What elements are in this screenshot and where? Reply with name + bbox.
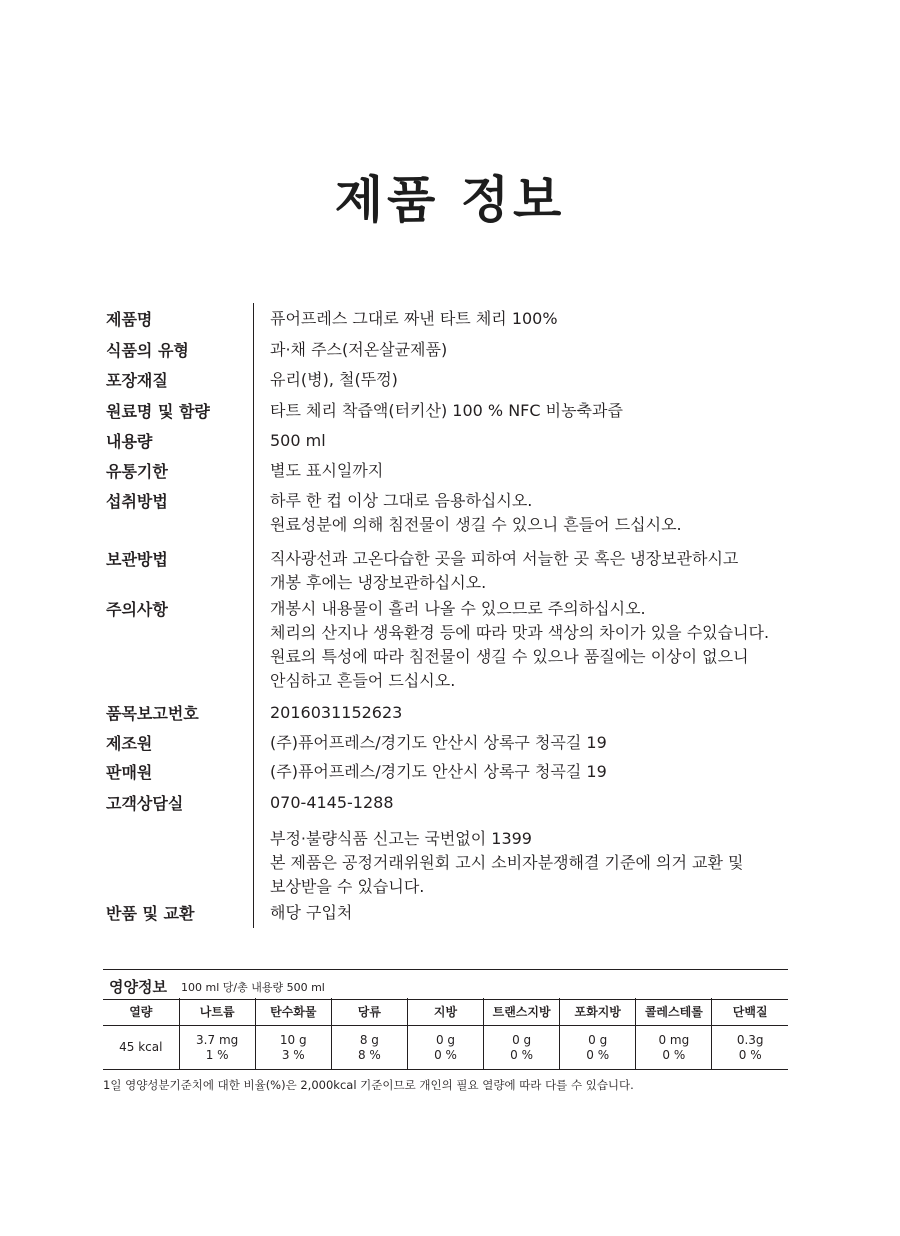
info-label: 제품명: [106, 310, 153, 329]
info-value-line: 2016031152623: [270, 703, 403, 722]
info-label: 내용량: [106, 432, 153, 451]
info-value-line: (주)퓨어프레스/경기도 안산시 상록구 청곡길 19: [270, 762, 607, 781]
nutrition-value: 3 %: [281, 1047, 305, 1062]
page-title: 제품 정보: [334, 170, 566, 229]
info-value-line: 유리(병), 철(뚜껑): [270, 370, 398, 389]
info-value-line: 원료성분에 의해 침전물이 생길 수 있으니 흔들어 드십시오.: [270, 515, 682, 534]
info-value-line: 퓨어프레스 그대로 짜낸 타트 체리 100%: [270, 309, 558, 328]
nutrition-value: 3.7 mg: [196, 1032, 239, 1047]
nutrition-title: 영양정보: [109, 978, 167, 996]
info-value-line: 본 제품은 공정거래위원회 고시 소비자분쟁해결 기준에 의거 교환 및: [270, 853, 744, 872]
info-value: [270, 459, 870, 483]
nutrition-value: 1 %: [205, 1047, 229, 1062]
info-value: [270, 307, 870, 331]
nutrition-header-cell: 열량: [103, 998, 179, 1026]
info-value: [270, 489, 870, 537]
info-value: [270, 731, 870, 755]
nutrition-value-cell: [179, 1026, 255, 1070]
info-value: [270, 399, 870, 423]
info-value-line: 체리의 산지나 생육환경 등에 따라 맛과 색상의 차이가 있을 수있습니다.: [270, 623, 770, 642]
nutrition-header: [103, 969, 788, 1000]
nutrition-header-cell: 트랜스지방: [484, 998, 560, 1026]
info-value: [270, 368, 870, 392]
nutrition-value: 45 kcal: [119, 1040, 163, 1054]
nutrition-header-cell: 콜레스테롤: [636, 998, 712, 1026]
info-value: [270, 429, 870, 453]
nutrition-value: 0 %: [662, 1047, 686, 1062]
info-value-line: 해당 구입처: [270, 903, 353, 922]
nutrition-value: 0 g: [588, 1032, 608, 1047]
info-value: [270, 760, 870, 784]
nutrition-value-row: [103, 1026, 788, 1070]
info-label: 유통기한: [106, 462, 168, 481]
nutrition-subtitle: 100 ml 당/총 내용량 500 ml: [181, 981, 325, 994]
nutrition-header-cell: 나트륨: [179, 998, 255, 1026]
info-value: [270, 338, 870, 362]
info-label: 제조원: [106, 734, 153, 753]
info-label: 품목보고번호: [106, 704, 199, 723]
info-label: 주의사항: [106, 600, 168, 619]
info-value-line: (주)퓨어프레스/경기도 안산시 상록구 청곡길 19: [270, 733, 607, 752]
info-value-line: 별도 표시일까지: [270, 461, 384, 480]
nutrition-value: 0 %: [434, 1047, 457, 1062]
info-label: 보관방법: [106, 550, 168, 569]
info-value: [270, 701, 870, 725]
info-value-line: 보상받을 수 있습니다.: [270, 877, 425, 896]
info-value-line: 500 ml: [270, 431, 326, 450]
info-value-line: 안심하고 흔들어 드십시오.: [270, 671, 456, 690]
nutrition-value: 8 %: [357, 1047, 381, 1062]
nutrition-value-cell: [103, 1026, 179, 1070]
nutrition-value-cell: [560, 1026, 636, 1070]
info-value-line: 개봉시 내용물이 흘러 나올 수 있으므로 주의하십시오.: [270, 599, 646, 618]
info-label: 섭취방법: [106, 492, 168, 511]
nutrition-value: 0 %: [586, 1047, 610, 1062]
nutrition-header-cell: 당류: [331, 998, 407, 1026]
info-value: [270, 547, 870, 595]
nutrition-value-cell: [484, 1026, 560, 1070]
info-value: [270, 791, 870, 899]
nutrition-value-cell: [407, 1026, 483, 1070]
nutrition-value: 0 %: [510, 1047, 534, 1062]
info-label: 원료명 및 함량: [106, 402, 210, 421]
column-divider: [253, 303, 254, 928]
nutrition-value: 8 g: [359, 1032, 379, 1047]
info-label: 고객상담실: [106, 794, 184, 813]
info-value: [270, 597, 870, 693]
nutrition-value: 0 g: [435, 1032, 456, 1047]
info-label: 식품의 유형: [106, 341, 189, 360]
info-value-line: 하루 한 컵 이상 그대로 음용하십시오.: [270, 491, 533, 510]
nutrition-value-cell: [331, 1026, 407, 1070]
nutrition-value: 0 g: [512, 1032, 532, 1047]
nutrition-header-cell: 포화지방: [560, 998, 636, 1026]
nutrition-header-cell: 탄수화물: [255, 998, 331, 1026]
info-value-line: 070-4145-1288: [270, 793, 394, 812]
nutrition-header-cell: 지방: [407, 998, 483, 1026]
nutrition-value-cell: [636, 1026, 712, 1070]
nutrition-table: [103, 998, 788, 1070]
nutrition-value: 0.3g: [736, 1032, 764, 1047]
nutrition-value: 0 mg: [658, 1032, 690, 1047]
info-label: 포장재질: [106, 371, 168, 390]
nutrition-value-cell: [712, 1026, 788, 1070]
info-value-line: 직사광선과 고온다습한 곳을 피하여 서늘한 곳 혹은 냉장보관하시고: [270, 549, 739, 568]
nutrition-value-cell: [255, 1026, 331, 1070]
info-value-line: 개봉 후에는 냉장보관하십시오.: [270, 573, 487, 592]
info-label: 판매원: [106, 763, 153, 782]
nutrition-header-cell: 단백질: [712, 998, 788, 1026]
info-value-line: 과·채 주스(저온살균제품): [270, 340, 448, 359]
info-value-line: [270, 815, 870, 827]
info-value-line: 부정·불량식품 신고는 국번없이 1399: [270, 829, 532, 848]
nutrition-value: 0 %: [738, 1047, 762, 1062]
info-value-line: 원료의 특성에 따라 침전물이 생길 수 있으나 품질에는 이상이 없으니: [270, 647, 749, 666]
info-value-line: 타트 체리 착즙액(터키산) 100 % NFC 비농축과즙: [270, 401, 623, 420]
nutrition-footnote: 1일 영양성분기준치에 대한 비율(%)은 2,000kcal 기준이므로 개인의 필요 열량에 따라 다를 수 있습니다.: [103, 1078, 634, 1092]
info-value: [270, 901, 870, 925]
nutrition-header-row: [103, 998, 788, 1026]
nutrition-value: 10 g: [279, 1032, 307, 1047]
info-label: 반품 및 교환: [106, 904, 195, 923]
